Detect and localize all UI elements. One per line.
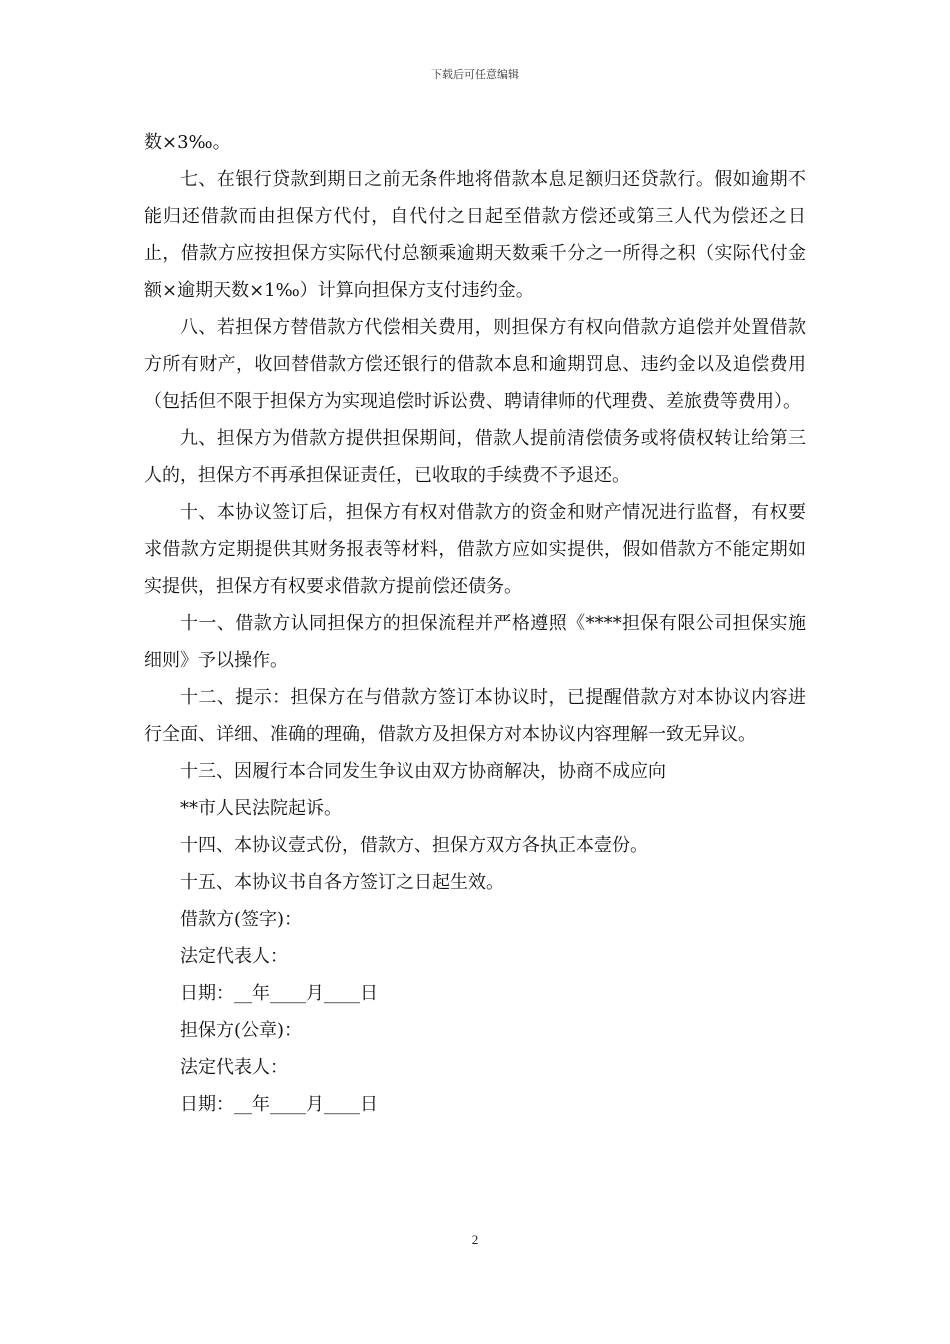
page-header: 下载后可任意编辑 (431, 68, 519, 81)
paragraph-continued: 数×3‰。 (144, 132, 231, 153)
paragraph-clause-9: 九、担保方为借款方提供担保期间，借款人提前清偿债务或将债权转让给第三人的，担保方不再承担保证责任，已收取的手续费不予退还。 (144, 428, 806, 486)
paragraph-clause-10: 十、本协议签订后，担保方有权对借款方的资金和财产情况进行监督，有权要求借款方定期提供其财务报表等材料，借款方应如实提供，假如借款方不能定期如实提供，担保方有权要求借款方提前偿还债务。 (144, 502, 806, 597)
line-court: **市人民法院起诉。 (180, 798, 342, 819)
document-body (144, 124, 806, 1123)
paragraph-clause-11: 十一、借款方认同担保方的担保流程并严格遵照《****担保有限公司担保实施细则》予以操作。 (144, 613, 806, 671)
guarantor-seal-label: 担保方(公章)： (180, 1020, 303, 1041)
paragraph-clause-12: 十二、提示：担保方在与借款方签订本协议时，已提醒借款方对本协议内容进行全面、详细、准确的理确，借款方及担保方对本协议内容理解一致无异议。 (144, 687, 806, 745)
line-clause-13: 十三、因履行本合同发生争议由双方协商解决，协商不成应向 (180, 761, 666, 782)
guarantor-legal-rep-label: 法定代表人： (180, 1057, 288, 1078)
borrower-legal-rep-label: 法定代表人： (180, 946, 288, 967)
paragraph-clause-7: 七、在银行贷款到期日之前无条件地将借款本息足额归还贷款行。假如逾期不能归还借款而由担保方代付，自代付之日起至借款方偿还或第三人代为偿还之日止，借款方应按担保方实际代付总额乘逾期天数乘千分之一所得之积（实际代付金额×逾期天数×1‰）计算向担保方支付违约金。 (144, 169, 806, 301)
borrower-signature-label: 借款方(签字)： (180, 909, 303, 930)
line-clause-15: 十五、本协议书自各方签订之日起生效。 (180, 872, 504, 893)
line-clause-14: 十四、本协议壹式份，借款方、担保方双方各执正本壹份。 (180, 835, 648, 856)
page-number: 2 (471, 1232, 479, 1247)
guarantor-date-line: 日期：__年____月____日 (180, 1094, 378, 1115)
borrower-date-line: 日期：__年____月____日 (180, 983, 378, 1004)
paragraph-clause-8: 八、若担保方替借款方代偿相关费用，则担保方有权向借款方追偿并处置借款方所有财产，收回替借款方偿还银行的借款本息和逾期罚息、违约金以及追偿费用（包括但不限于担保方为实现追偿时诉讼费、聘请律师的代理费、差旅费等费用）。 (144, 317, 806, 412)
